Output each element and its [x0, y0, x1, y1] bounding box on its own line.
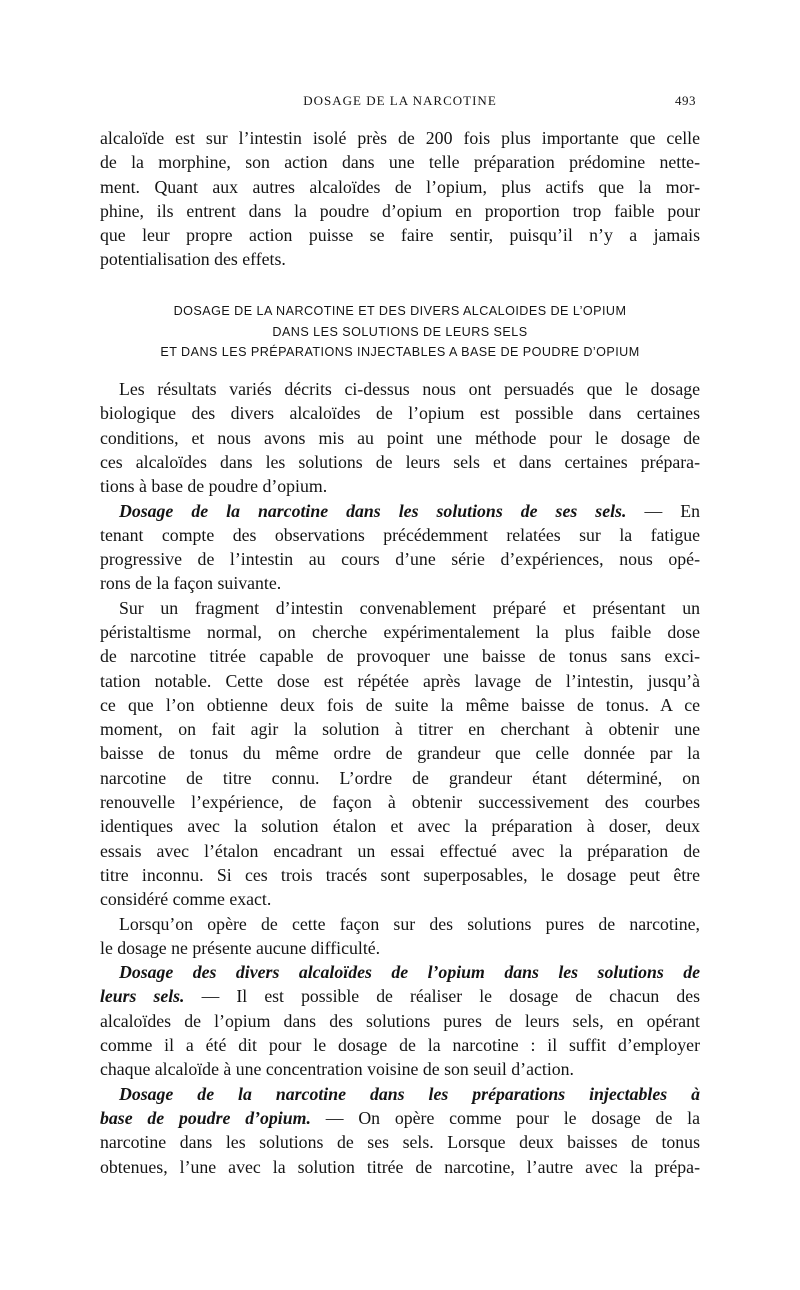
text-line: baisse de tonus du même ordre de grandeur que celle donnée par la — [100, 743, 700, 764]
text-line: ces alcaloïdes dans les solutions de leurs sels et dans certaines prépara- — [100, 451, 700, 472]
running-head — [100, 93, 700, 115]
text-line: identiques avec la solution étalon et avec la préparation à doser, deux — [100, 816, 700, 837]
text-line: alcaloïdes de l’opium dans des solutions pures de leurs sels, en opérant — [100, 1010, 700, 1031]
text-line: narcotine dans les solutions de ses sels. Lorsque deux baisses de tonus — [100, 1132, 700, 1153]
text-line: tions à base de poudre d’opium. — [100, 476, 328, 497]
text-run: — On opère comme pour le dosage de la — [325, 1107, 700, 1128]
text-line: que leur propre action puisse se faire sentir, puisqu’il n’y a jamais — [100, 225, 700, 246]
text-line: tenant compte des observations précédemment relatées sur la fatigue — [100, 524, 700, 545]
heading-line: ET DANS LES PRÉPARATIONS INJECTABLES A BASE DE POUDRE D’OPIUM — [160, 345, 640, 359]
subsection-second-line — [100, 984, 700, 1008]
text-line: phine, ils entrent dans la poudre d’opium en proportion trop faible pour — [100, 200, 700, 221]
pure-solutions-paragraph — [100, 912, 700, 961]
text-line: considéré comme exact. — [100, 889, 272, 910]
text-line: titre inconnu. Si ces trois tracés sont superposables, le dosage peut être — [100, 864, 700, 885]
subsection-injectables — [100, 1082, 700, 1179]
text-line: ce que l’on obtienne deux fois de suite la même baisse de tonus. A ce — [100, 694, 700, 715]
heading-line: DOSAGE DE LA NARCOTINE ET DES DIVERS ALCALOIDES DE L’OPIUM — [173, 304, 627, 318]
heading-line: DANS LES SOLUTIONS DE LEURS SELS — [272, 324, 528, 339]
subsection-narcotine-sels — [100, 499, 700, 596]
subsection-alcaloides — [100, 960, 700, 1081]
text-line: renouvelle l’expérience, de façon à obtenir successivement des courbes — [100, 792, 700, 813]
method-paragraph — [100, 596, 700, 912]
subsection-title-end: leurs sels. — [100, 986, 185, 1007]
section-heading — [100, 301, 700, 363]
text-line: biologique des divers alcaloïdes de l’opium est possible dans certaines — [100, 403, 700, 424]
text-line: de narcotine titrée capable de provoquer une baisse de tonus sans exci- — [100, 646, 700, 667]
text-line: Sur un fragment d’intestin convenablement préparé et présentant un — [119, 597, 700, 618]
text-line: comme il a été dit pour le dosage de la narcotine : il suffit d’employer — [100, 1035, 700, 1056]
subsection-first-line — [100, 499, 700, 523]
top-paragraph — [100, 126, 700, 272]
text-line: essais avec l’étalon encadrant un essai effectué avec la préparation de — [100, 840, 700, 861]
text-line: ment. Quant aux autres alcaloïdes de l’opium, plus actifs que la mor- — [100, 176, 700, 197]
text-line: Lorsqu’on opère de cette façon sur des solutions pures de narcotine, — [119, 913, 700, 934]
text-run: — En — [644, 500, 700, 521]
text-line: progressive de l’intestin au cours d’une série d’expériences, nous opé- — [100, 549, 700, 570]
intro-paragraph — [100, 377, 700, 498]
text-line: alcaloïde est sur l’intestin isolé près de 200 fois plus importante que celle — [100, 128, 700, 148]
subsection-title: Dosage de la narcotine dans les solutions de ses sels. — [119, 500, 627, 521]
text-line: Les résultats variés décrits ci-dessus nous ont persuadés que le dosage — [119, 379, 700, 399]
text-line: moment, on fait agir la solution à titrer en cherchant à obtenir une — [100, 719, 700, 740]
text-line: conditions, et nous avons mis au point une méthode pour le dosage de — [100, 427, 700, 448]
running-title: DOSAGE DE LA NARCOTINE — [303, 93, 497, 108]
subsection-title: Dosage des divers alcaloïdes de l’opium dans les solutions de — [119, 962, 700, 983]
text-line: potentialisation des effets. — [100, 249, 286, 270]
text-line: narcotine de titre connu. L’ordre de grandeur étant déterminé, on — [100, 767, 700, 788]
text-line: le dosage ne présente aucune difficulté. — [100, 937, 381, 958]
subsection-second-line — [100, 1106, 700, 1130]
text-line: tation notable. Cette dose est répétée après lavage de l’intestin, jusqu’à — [100, 670, 700, 691]
subsection-title-end: base de poudre d’opium. — [100, 1107, 311, 1128]
page-number: 493 — [675, 93, 696, 108]
text-line: rons de la façon suivante. — [100, 573, 282, 594]
text-run: — Il est possible de réaliser le dosage de chacun des — [201, 986, 700, 1007]
text-line: de la morphine, son action dans une telle préparation prédomine nette- — [100, 152, 700, 173]
text-line: chaque alcaloïde à une concentration voisine de son seuil d’action. — [100, 1059, 574, 1080]
text-line: obtenues, l’une avec la solution titrée de narcotine, l’autre avec la prépa- — [100, 1156, 700, 1177]
subsection-title: Dosage de la narcotine dans les préparations injectables à — [119, 1083, 700, 1104]
text-line: péristaltisme normal, on cherche expérimentalement la plus faible dose — [100, 621, 700, 642]
